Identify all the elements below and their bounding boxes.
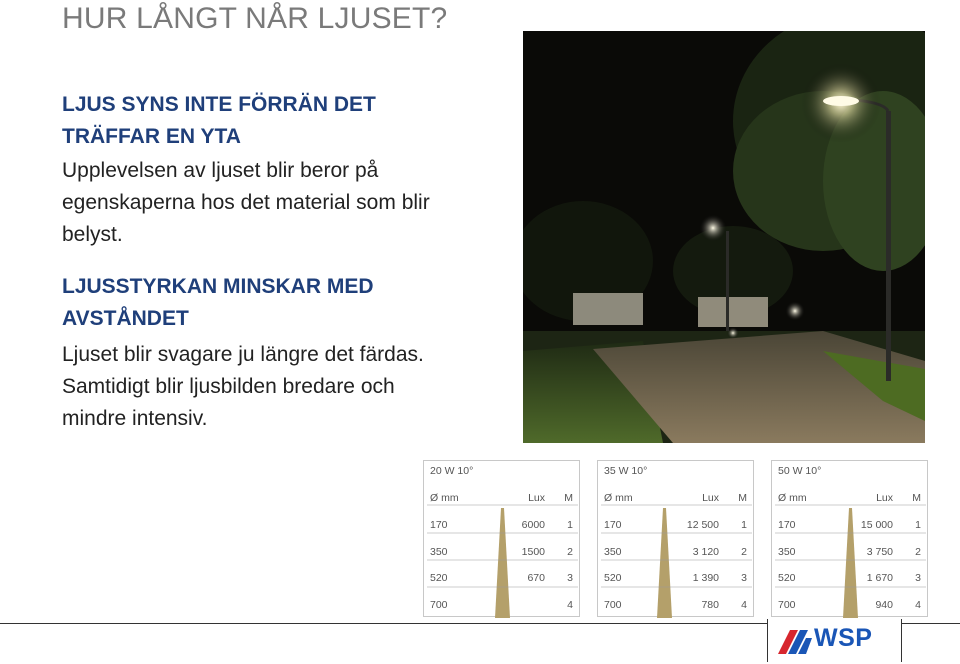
page-title: HUR LÅNGT NÅR LJUSET? [62, 2, 448, 35]
row-diameter: 350 [604, 546, 622, 558]
row-diameter: 170 [430, 519, 448, 531]
row-diameter: 170 [778, 519, 796, 531]
header-lux: Lux [702, 492, 719, 504]
row-lux: 15 000 [860, 519, 893, 531]
row-m: 2 [567, 546, 573, 558]
row-diameter: 170 [604, 519, 622, 531]
row-m: 2 [741, 546, 747, 558]
wsp-logo [767, 619, 902, 662]
row-lux: 12 500 [686, 519, 719, 531]
row-diameter: 700 [604, 599, 622, 611]
section-heading-distance: LJUSSTYRKAN MINSKAR MED AVSTÅNDET [62, 275, 374, 330]
light-beam-graphic [772, 461, 929, 618]
row-m: 3 [741, 572, 747, 584]
header-m: M [564, 492, 573, 504]
row-lux: 1500 [521, 546, 545, 558]
header-m: M [912, 492, 921, 504]
panel-title: 20 W 10° [430, 465, 474, 477]
panel-title: 35 W 10° [604, 465, 648, 477]
row-m: 1 [567, 519, 573, 531]
row-m: 2 [915, 546, 921, 558]
row-lux: 1 390 [692, 572, 719, 584]
row-diameter: 520 [604, 572, 622, 584]
light-beam-graphic [424, 461, 581, 618]
section-body-visibility: Upplevelsen av ljuset blir beror på egenskaperna hos det material som blir belyst. [62, 159, 430, 246]
row-lux: 1 670 [866, 572, 893, 584]
row-lux: 780 [701, 599, 719, 611]
row-diameter: 520 [430, 572, 448, 584]
row-m: 3 [915, 572, 921, 584]
header-diameter: Ø mm [778, 492, 807, 504]
row-diameter: 350 [430, 546, 448, 558]
row-diameter: 520 [778, 572, 796, 584]
header-diameter: Ø mm [604, 492, 633, 504]
row-diameter: 700 [430, 599, 448, 611]
beam-panel-20w [423, 460, 580, 617]
header-lux: Lux [876, 492, 893, 504]
beam-panel-50w [771, 460, 928, 617]
header-lux: Lux [528, 492, 545, 504]
row-m: 1 [741, 519, 747, 531]
row-lux: 6000 [521, 519, 545, 531]
header-diameter: Ø mm [430, 492, 459, 504]
row-diameter: 350 [778, 546, 796, 558]
wsp-mark-icon [776, 624, 816, 658]
wsp-logo-text: WSP [814, 624, 873, 652]
row-lux: 3 750 [866, 546, 893, 558]
row-m: 4 [915, 599, 921, 611]
row-m: 3 [567, 572, 573, 584]
row-m: 4 [741, 599, 747, 611]
row-m: 1 [915, 519, 921, 531]
section-heading-visibility: LJUS SYNS INTE FÖRRÄN DET TRÄFFAR EN YTA [62, 93, 376, 148]
night-park-photo [523, 31, 925, 443]
row-lux: 940 [875, 599, 893, 611]
section-body-distance: Ljuset blir svagare ju längre det färdas. Samtidigt blir ljusbilden bredare och mindre intensiv. [62, 343, 424, 430]
row-lux: 670 [527, 572, 545, 584]
light-beam-graphic [598, 461, 755, 618]
row-lux: 3 120 [692, 546, 719, 558]
row-m: 4 [567, 599, 573, 611]
row-diameter: 700 [778, 599, 796, 611]
header-m: M [738, 492, 747, 504]
beam-panel-35w [597, 460, 754, 617]
panel-title: 50 W 10° [778, 465, 822, 477]
